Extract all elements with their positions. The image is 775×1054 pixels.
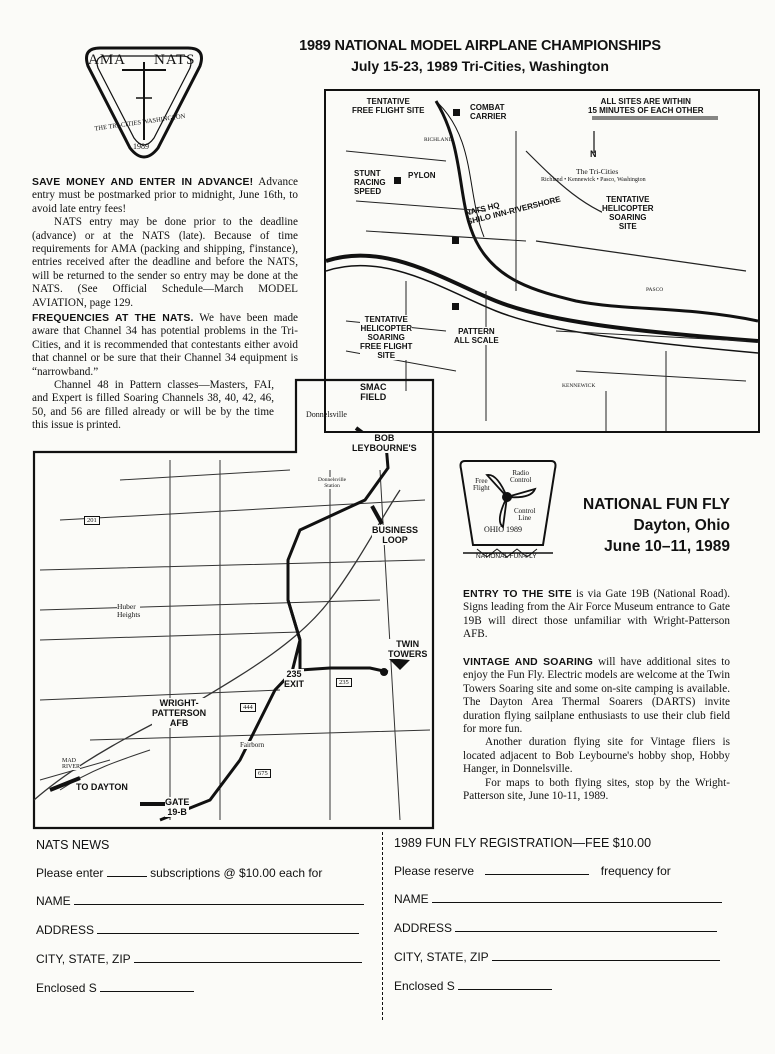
dayton-business-label: BUSINESS LOOP <box>372 525 419 545</box>
advance-p2: NATS entry may be done prior to the deadline (advance) or at the NATS (late). Because of time requirements for AMA (packing and shipping, f'instance), entries received after the deadline and before the NATS, will be returned to the sender so entry may be done at the NATS. (See Official Schedule—March MODEL AVIATION, page 129. <box>32 216 298 309</box>
page-title: 1989 NATIONAL MODEL AIRPLANE CHAMPIONSHIPS <box>299 38 661 54</box>
fun-fly-city-label: CITY, STATE, ZIP <box>394 950 489 964</box>
coupon-divider <box>382 832 383 1020</box>
tri-pasco-label: PASCO <box>646 287 664 293</box>
tri-heli-free-label: TENTATIVE HELICOPTER SOARING FREE FLIGHT SITE <box>360 315 413 360</box>
nats-news-city-row <box>36 952 376 966</box>
fun-fly-reserve-row <box>394 864 744 878</box>
route-201-shield: 201 <box>84 516 100 525</box>
entry-text: is via Gate 19B (National Road). Signs leading from the Air Force Museum entrance to Gate 19B will direct those unfamiliar with Wright-Patterson AFB. <box>463 588 730 641</box>
tri-nats-hq-label: NATS HQ SHILO INN-RIVERSHORE <box>464 194 562 227</box>
nats-news-form <box>36 838 376 995</box>
dayton-exit-label: 235 EXIT <box>284 669 305 689</box>
fun-fly-logo-rc: Radio Control <box>510 469 532 484</box>
dayton-smac-label: SMAC FIELD <box>360 382 387 402</box>
fun-fly-name-label: NAME <box>394 892 429 906</box>
dayton-huber-label: Huber Heights <box>117 602 141 619</box>
tri-cities-sub: Richland • Kennewick • Pasco, Washington <box>541 177 646 183</box>
frequencies-p1: We have been made aware that Channel 34 has potential problems in the Tri-Cities, and it is recommended that contestants either avoid that channel or be sure that their Channel 34 equipment is “narrowband.” <box>32 312 299 378</box>
dayton-donnelsville-label: Donnelsville <box>306 410 347 419</box>
fun-fly-address-field[interactable] <box>455 930 717 932</box>
tri-pylon-label: PYLON <box>408 171 436 180</box>
tri-all-sites-label: ALL SITES ARE WITHIN 15 MINUTES OF EACH OTHER <box>588 97 704 115</box>
nats-news-subscribe-row <box>36 866 376 880</box>
nats-news-name-field[interactable] <box>74 903 364 905</box>
dayton-bob-label: BOB LEYBOURNE'S <box>352 433 417 453</box>
fun-fly-enclosed-field[interactable] <box>458 988 552 990</box>
advance-p1: Advance entry must be postmarked prior to midnight, June 16th, to avoid late entry fees! <box>32 176 299 215</box>
dayton-station-label: Donnelsville Station <box>318 477 347 489</box>
fun-fly-dates: June 10–11, 1989 <box>604 538 730 555</box>
frequencies-lead: FREQUENCIES AT THE NATS. <box>32 313 194 324</box>
fun-fly-logo-cl: Control Line <box>514 507 536 522</box>
nats-news-city-label: CITY, STATE, ZIP <box>36 952 131 966</box>
fun-fly-logo-ohio: OHIO 1989 <box>484 525 522 534</box>
fun-fly-logo <box>457 453 559 563</box>
subscriptions-count-field[interactable] <box>107 875 147 877</box>
fun-fly-enclosed-label: Enclosed S <box>394 979 455 993</box>
dayton-fairborn-label: Fairborn <box>240 741 265 749</box>
dayton-to-dayton-label: TO DAYTON <box>76 782 128 792</box>
fun-fly-name-field[interactable] <box>432 901 722 903</box>
nats-news-please: Please enter <box>36 866 104 880</box>
tri-kennewick-label: KENNEWICK <box>562 383 596 389</box>
vintage-p3: For maps to both flying sites, stop by the Wright-Patterson site, June 10-11, 1989. <box>463 776 730 803</box>
tri-pattern-label: PATTERN ALL SCALE <box>454 327 499 345</box>
tri-free-flight-label: TENTATIVE FREE FLIGHT SITE <box>352 97 425 115</box>
nats-news-name-row <box>36 894 376 908</box>
vintage-p1: will have additional sites to enjoy the Fun Fly. Electric models are welcome at the Twin Towers Soaring site and some on-site camping is available. The Dayton Area Thermal Soarers (DARTS) invite duration flying sailplane enthusiasts to use their club field for more fun. <box>463 656 730 736</box>
tri-richland-label: RICHLAND <box>424 137 453 143</box>
page-subtitle: July 15-23, 1989 Tri-Cities, Washington <box>351 58 609 74</box>
fun-fly-logo-banner: NATIONAL FUN-FLY <box>476 553 537 560</box>
tri-combat-label: COMBAT CARRIER <box>470 103 507 121</box>
fun-fly-form-title: 1989 FUN FLY REGISTRATION—FEE $10.00 <box>394 836 652 850</box>
fun-fly-please: Please reserve <box>394 864 475 878</box>
entry-section <box>463 588 730 642</box>
nats-news-enclosed-label: Enclosed S <box>36 981 97 995</box>
route-235-shield: 235 <box>336 678 352 687</box>
route-444-shield: 444 <box>240 703 256 712</box>
nats-news-city-field[interactable] <box>134 961 362 963</box>
frequency-field[interactable] <box>485 873 589 875</box>
fun-fly-title <box>560 494 730 557</box>
logo-year: 1989 <box>133 142 149 151</box>
nats-news-enclosed-field[interactable] <box>100 990 194 992</box>
fun-fly-city-field[interactable] <box>492 959 720 961</box>
nats-news-title: NATS NEWS <box>36 838 110 852</box>
entry-lead: ENTRY TO THE SITE <box>463 589 572 600</box>
fun-fly-freq: frequency for <box>600 864 671 878</box>
vintage-p2: Another duration flying site for Vintage fliers is located adjacent to Bob Leybourne's hobby shop, Hobby Hanger, in Donnelsville. <box>463 736 730 776</box>
dayton-wright-label: WRIGHT- PATTERSON AFB <box>152 698 207 728</box>
fun-fly-address-row <box>394 921 744 935</box>
fun-fly-registration-form <box>394 836 744 993</box>
fun-fly-logo-ff: Free Flight <box>473 477 490 492</box>
advance-lead: SAVE MONEY AND ENTER IN ADVANCE! <box>32 177 254 188</box>
vintage-lead: VINTAGE AND SOARING <box>463 657 594 668</box>
dayton-twin-label: TWIN TOWERS <box>388 639 428 659</box>
dayton-mad-river-label: MAD RIVER <box>62 758 80 770</box>
tri-cities-name: The Tri-Cities <box>576 167 619 176</box>
frequencies-p2: Channel 48 in Pattern classes—Masters, FAI, and Expert is filled Soaring Channels 38, 40, 42, 46, 50, and 56 are filled already or will be by the time this issue is printed. <box>32 379 274 432</box>
tri-stunt-label: STUNT RACING SPEED <box>354 169 386 196</box>
tri-heli-soaring-label: TENTATIVE HELICOPTER SOARING SITE <box>602 195 654 231</box>
nats-news-name-label: NAME <box>36 894 71 908</box>
nats-news-address-row <box>36 923 376 937</box>
nats-news-subs: subscriptions @ $10.00 each for <box>150 866 323 880</box>
route-675-shield: 675 <box>255 769 271 778</box>
logo-ama-text: AMA <box>88 52 127 68</box>
fun-fly-enclosed-row <box>394 979 744 993</box>
dayton-gate-label: GATE 19-B <box>165 797 190 817</box>
north-arrow-label: N <box>590 149 597 159</box>
nats-news-address-label: ADDRESS <box>36 923 95 937</box>
fun-fly-place: Dayton, Ohio <box>633 517 730 534</box>
logo-ring-text: THE TRI-CITIES WASHINGTON <box>94 112 186 133</box>
fun-fly-title-text: NATIONAL FUN FLY <box>583 496 730 513</box>
fun-fly-address-label: ADDRESS <box>394 921 453 935</box>
logo-nats-text: NATS <box>154 52 196 68</box>
nats-news-address-field[interactable] <box>97 932 359 934</box>
vintage-section <box>463 656 730 803</box>
fun-fly-name-row <box>394 892 744 906</box>
fun-fly-city-row <box>394 950 744 964</box>
nats-news-enclosed-row <box>36 981 376 995</box>
